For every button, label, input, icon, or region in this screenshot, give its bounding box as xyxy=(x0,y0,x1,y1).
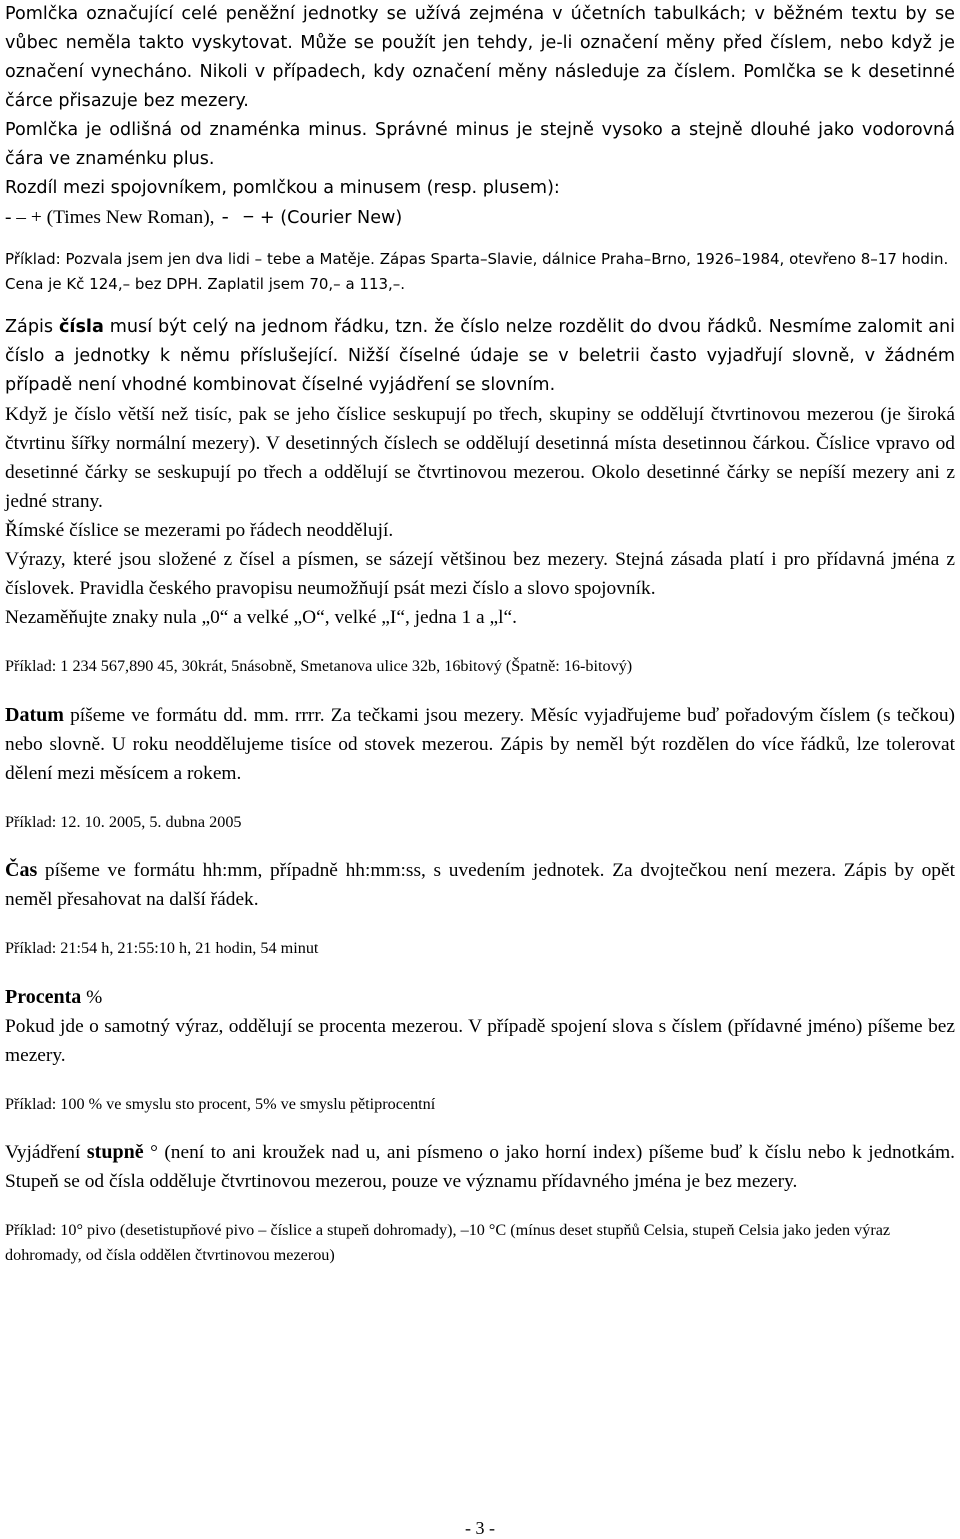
page-number: - 3 - xyxy=(465,1518,495,1538)
paragraph-dash-vs-minus: Pomlčka je odlišná od znaménka minus. Správné minus je stejně vysoko a stejně dlouhé jako vodorovná čára ve znaménku plus. xyxy=(5,120,955,169)
paragraph-degree: Vyjádření stupně ° (není to ani kroužek nad u, ani písmeno o jako horní index) píšeme buď k číslu nebo k jednotkám. Stupeň se od čísla odděluje čtvrtinovou mezerou, pouze ve významu přídavného jména je bez mezery. xyxy=(5,1141,956,1192)
paragraph-compound: Výrazy, které jsou složené z čísel a písmen, se sázejí většinou bez mezery. Stejná zásada platí i pro přídavná jména z číslovek. Pravidla českého pravopisu neumožňují psát mezi číslo a slovo spojovník. xyxy=(5,549,955,599)
paragraph-grouping: Když je číslo větší než tisíc, pak se jeho číslice seskupují po třech, skupiny se oddělují čtvrtinovou mezerou (je široká čtvrtinu šířky normální mezery). V desetinných číslech se oddělují desetinná místa desetinnou čárkou. Číslice vpravo od desetinné čárky se seskupují po třech a oddělují se čtvrtinovou mezerou. Okolo desetinné čárky se nepíší mezery ani z jedné strany. xyxy=(5,404,955,512)
heading-date: Datum xyxy=(5,703,64,726)
paragraph-date: Datum píšeme ve formátu dd. mm. rrrr. Za tečkami jsou mezery. Měsíc vyjadřujeme buď pořadovým číslem (s tečkou) nebo slovně. U roku neoddělujeme tisíce od stovek mezerou. Zápis by neměl být rozdělen do více řádků, lze tolerovat dělení mezi měsícem a rokem. xyxy=(5,703,955,784)
paragraph-confusion: Nezaměňujte znaky nula „0“ a velké „O“, velké „I“, jedna 1 a „l“. xyxy=(5,607,517,628)
paragraph-time: Čas píšeme ve formátu hh:mm, případně hh:mm:ss, s uvedením jednotek. Za dvojtečkou není mezera. Zápis by opět neměl přesahovat na další řádek. xyxy=(5,859,955,910)
paragraph-difference: Rozdíl mezi spojovníkem, pomlčkou a minusem (resp. plusem): xyxy=(5,178,560,198)
heading-percent: Procenta xyxy=(5,985,82,1008)
paragraph-dash-samples: - – + (Times New Roman), - − + (Courier New) xyxy=(5,207,403,229)
example-dashes: Příklad: Pozvala jsem jen dva lidi – tebe a Matěje. Zápas Sparta–Slavie, dálnice Praha–Brno, 1926–1984, otevřeno 8–17 hodin. Cena je Kč 124,– bez DPH. Zaplatil jsem 70,– a 113,–. xyxy=(5,250,949,293)
example-numbers: Příklad: 1 234 567,890 45, 30krát, 5násobně, Smetanova ulice 32b, 16bitový (Špatně: 16-bitový) xyxy=(5,657,633,675)
document-page xyxy=(5,0,955,1267)
example-degree: Příklad: 10° pivo (desetistupňové pivo – číslice a stupeň dohromady), –10 °C (mínus deset stupňů Celsia, stupeň Celsia jako jeden výraz dohromady, od čísla oddělen čtvrtinovou mezerou) xyxy=(5,1221,891,1264)
paragraph-percent: Pokud jde o samotný výraz, oddělují se procenta mezerou. V případě spojení slova s číslem (přídavné jméno) píšeme bez mezery. xyxy=(5,1015,955,1066)
heading-degree: stupně xyxy=(86,1141,144,1163)
heading-percent-line: Procenta % xyxy=(5,985,103,1008)
heading-time: Čas xyxy=(5,859,38,881)
paragraph-number-writing: Zápis čísla musí být celý na jednom řádku, tzn. že číslo nelze rozdělit do dvou řádků. Nesmíme zalomit ani číslo a jednotky k němu příslušející. Nižší číselné údaje se v beletrii často vyjadřují slovně, v žádném případě není vhodné kombinovat číselné vyjádření se slovním. xyxy=(5,317,955,395)
example-percent: Příklad: 100 % ve smyslu sto procent, 5% ve smyslu pětiprocentní xyxy=(5,1094,436,1113)
paragraph-roman: Římské číslice se mezerami po řádech neoddělují. xyxy=(5,520,394,541)
example-time: Příklad: 21:54 h, 21:55:10 h, 21 hodin, 54 minut xyxy=(5,939,319,957)
example-date: Příklad: 12. 10. 2005, 5. dubna 2005 xyxy=(5,812,242,831)
paragraph-dash-currency: Pomlčka označující celé peněžní jednotky se užívá zejména v účetních tabulkách; v běžném textu by se vůbec neměla takto vyskytovat. Může se použít jen tehdy, je-li označení měny před číslem, nebo když je označení vynecháno. Nikoli v případech, kdy označení měny následuje za číslem. Pomlčka se k desetinné čárce přisazuje bez mezery. xyxy=(5,4,955,111)
